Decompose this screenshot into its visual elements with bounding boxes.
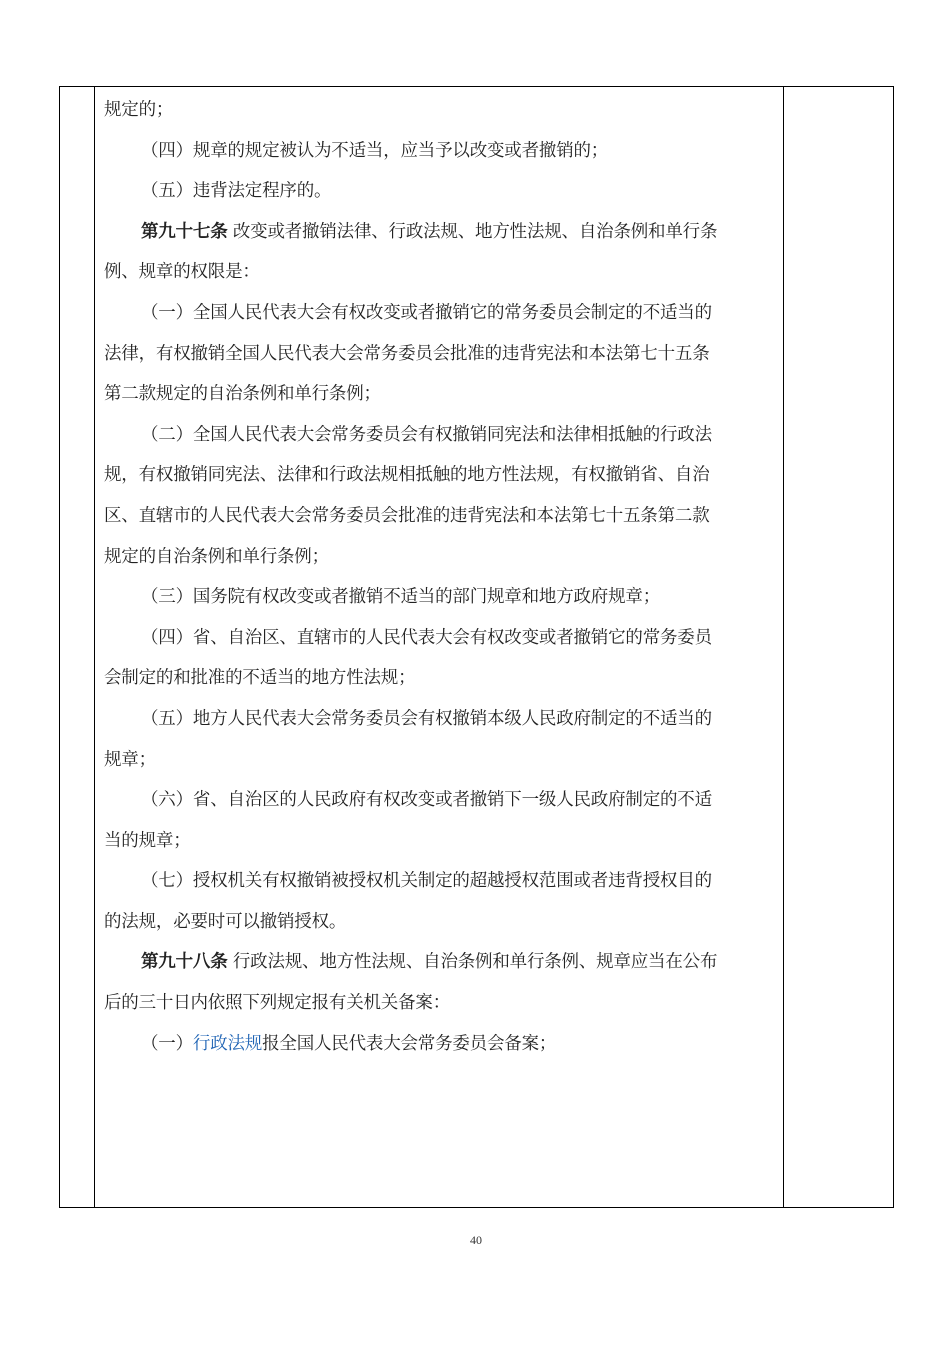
text-line: （三）国务院有权改变或者撤销不适当的部门规章和地方政府规章； [141,587,660,608]
text-line: 后的三十日内依照下列规定报有关机关备案： [104,993,450,1014]
text-line: 会制定的和批准的不适当的地方性法规； [104,668,416,689]
article-heading-line: 第九十七条 改变或者撤销法律、行政法规、地方性法规、自治条例和单行条 [141,221,718,242]
text-line: 规定的自治条例和单行条例； [104,546,329,567]
text-line: （一）行政法规报全国人民代表大会常务委员会备案； [141,1033,557,1054]
text-line: 规，有权撤销同宪法、法律和行政法规相抵触的地方性法规，有权撤销省、自治 [104,465,710,486]
text-line: 规定的； [104,100,174,120]
article-heading-line: 第九十八条 行政法规、地方性法规、自治条例和单行条例、规章应当在公布 [141,952,718,973]
text-line: （四）规章的规定被认为不适当，应当予以改变或者撤销的； [141,140,609,161]
law-link[interactable]: 行政法规 [192,1033,263,1054]
text-line: 第二款规定的自治条例和单行条例； [104,384,381,405]
right-column [783,87,893,1207]
text-line: （五）地方人民代表大会常务委员会有权撤销本级人民政府制定的不适当的 [141,708,712,729]
page-number: 40 [470,1233,482,1247]
text-line: （二）全国人民代表大会常务委员会有权撤销同宪法和法律相抵触的行政法 [141,424,712,445]
article-number: 第九十七条 [141,221,228,242]
text-line: （七）授权机关有权撤销被授权机关制定的超越授权范围或者违背授权目的 [141,871,712,892]
text-line: 当的规章； [104,830,191,851]
text-line: 的法规，必要时可以撤销授权。 [104,911,347,932]
text-line: 例、规章的权限是： [104,262,260,283]
text-line: 规章； [104,749,156,770]
text-line: 区、直辖市的人民代表大会常务委员会批准的违背宪法和本法第七十五条第二款 [104,505,710,526]
text-line: （六）省、自治区的人民政府有权改变或者撤销下一级人民政府制定的不适 [141,790,712,811]
article-number: 第九十八条 [141,952,228,973]
text-line: （一）全国人民代表大会有权改变或者撤销它的常务委员会制定的不适当的 [141,302,712,323]
article-text [104,87,774,1061]
document-table [59,86,894,1208]
text-line: （五）违背法定程序的。 [141,181,332,202]
left-column [60,87,95,1207]
text-line: 法律，有权撤销全国人民代表大会常务委员会批准的违背宪法和本法第七十五条 [104,343,710,364]
text-line: （四）省、自治区、直辖市的人民代表大会有权改变或者撤销它的常务委员 [141,627,712,648]
